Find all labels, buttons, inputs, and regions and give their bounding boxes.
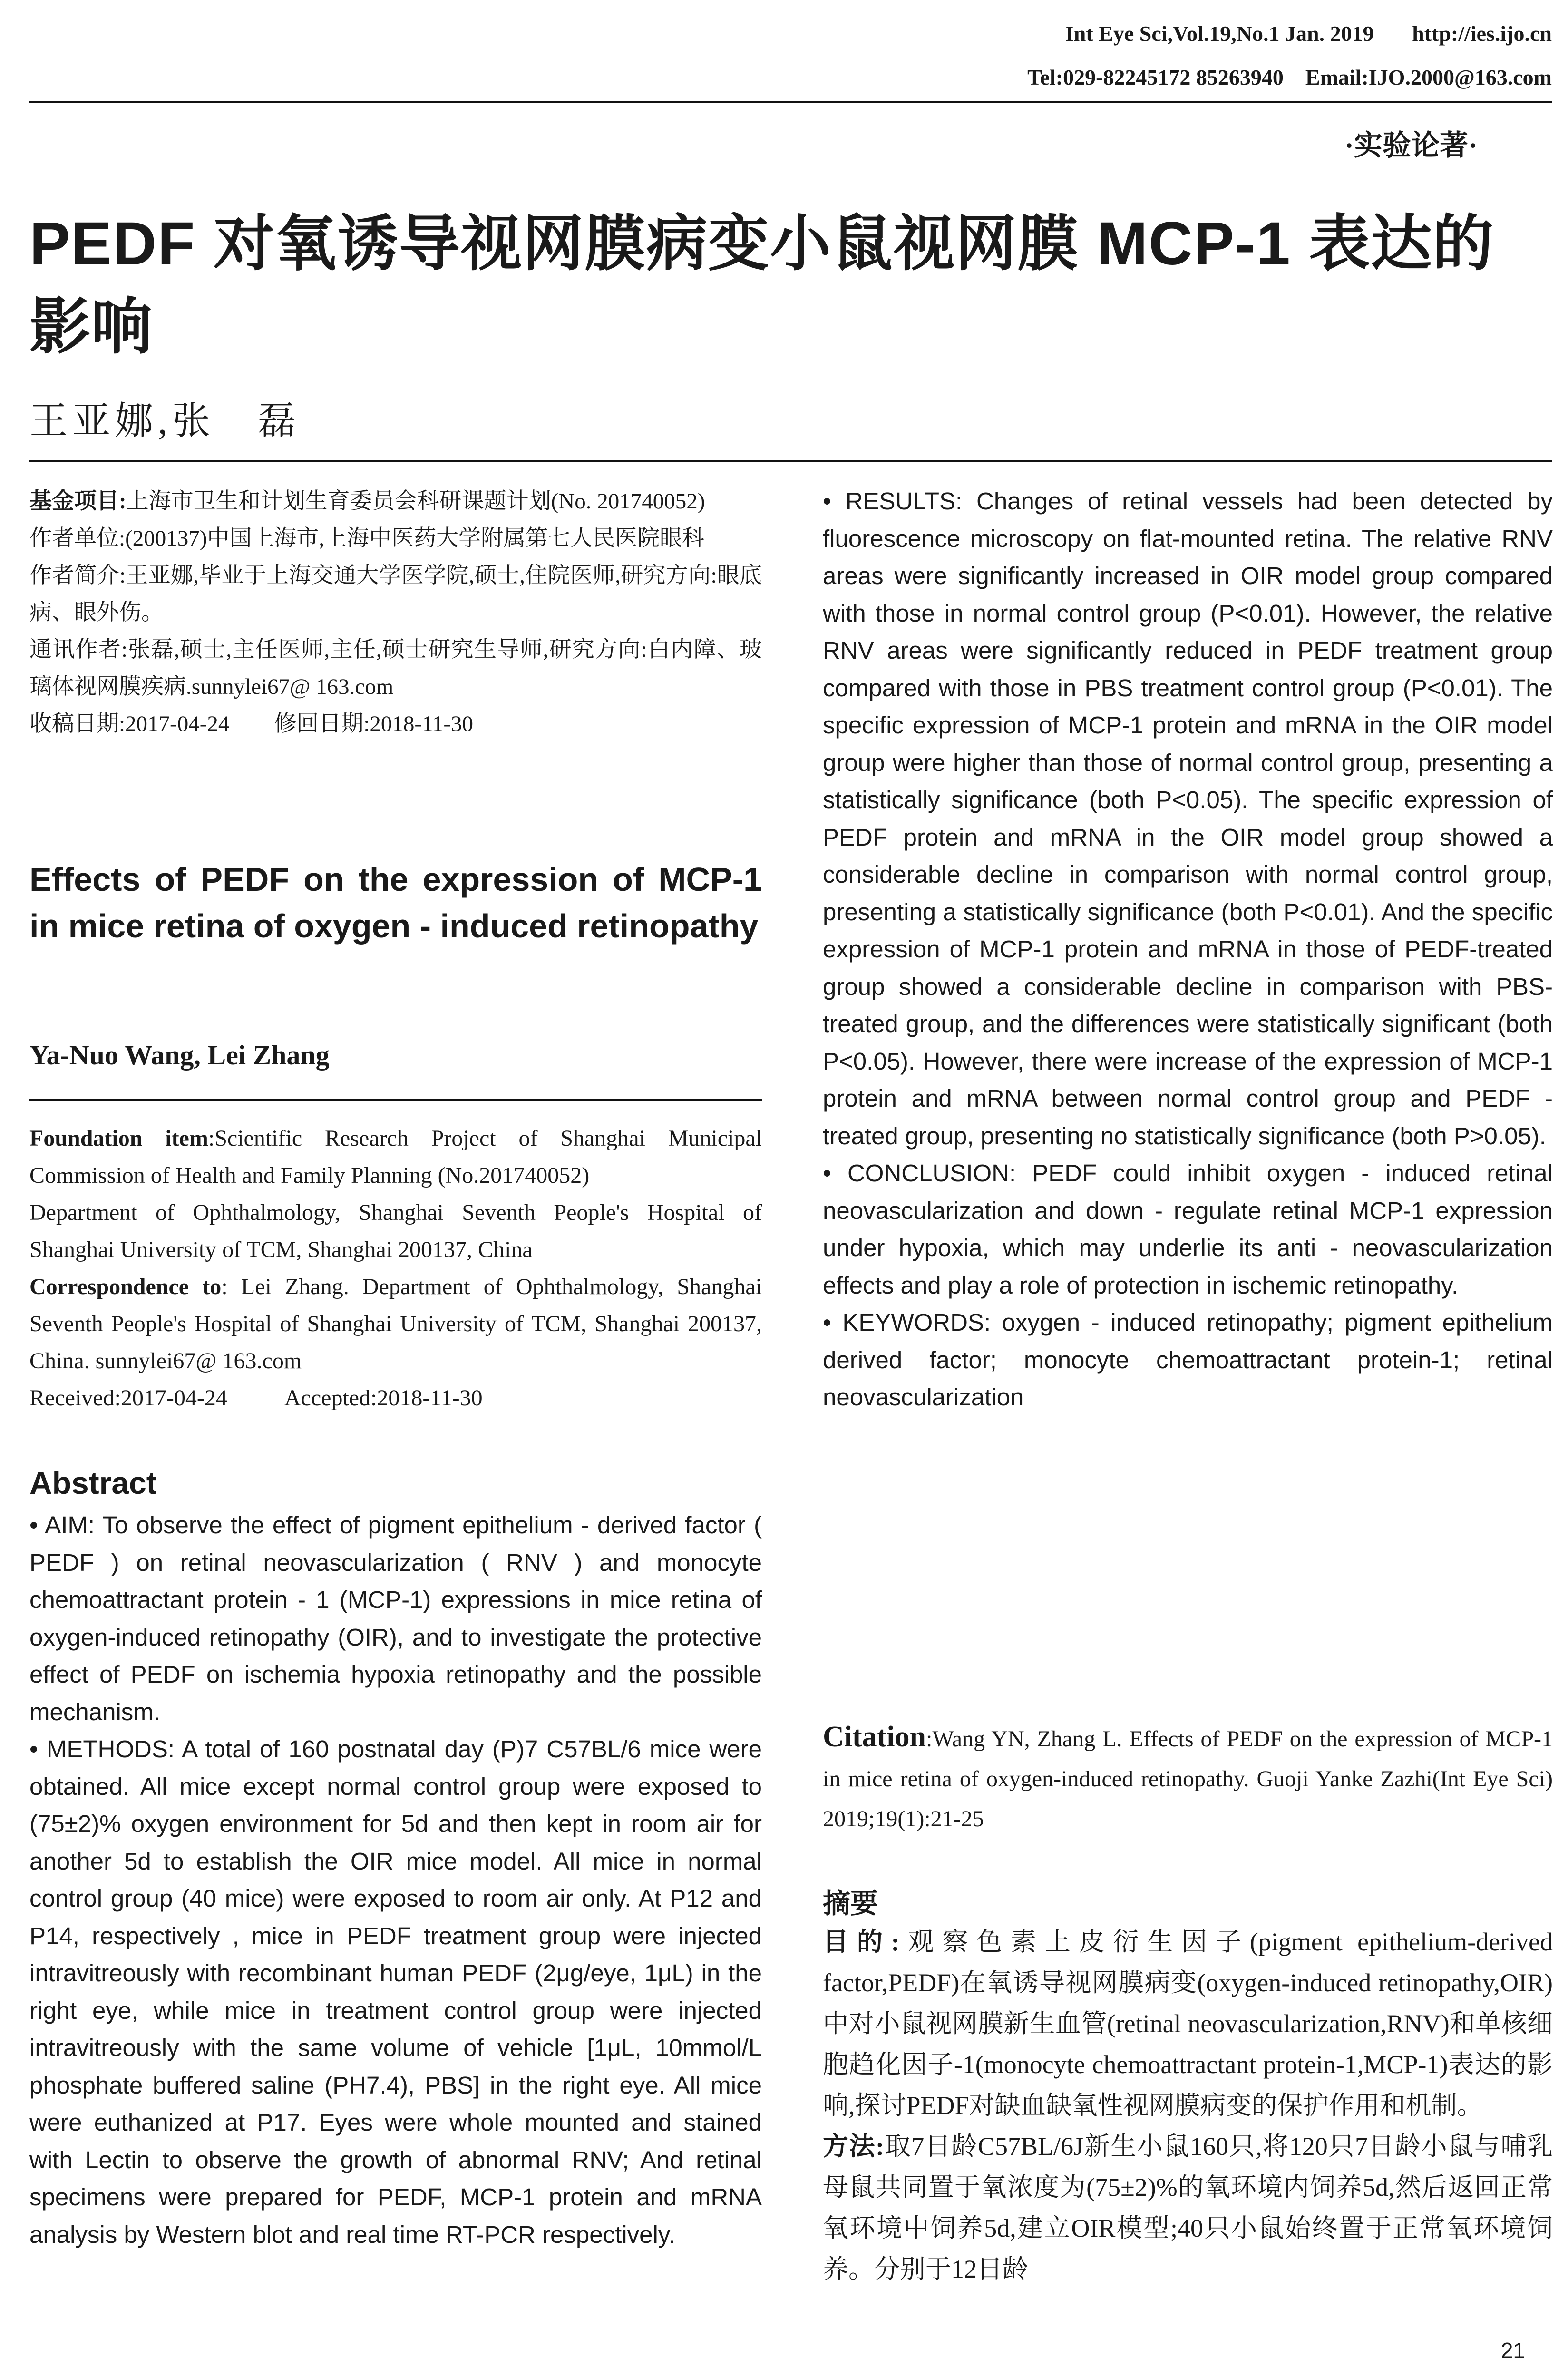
zhaiyao-methods: 方法:取7日龄C57BL/6J新生小鼠160只,将120只7日龄小鼠与哺乳母鼠共同置于氧浓度为(75±2)%的氧环境内饲养5d,然后返回正常氧环境中饲养5d,建立OIR模型;40只小鼠始终置于正常氧环境饲养。分别于12日龄: [823, 2132, 1553, 2283]
cn-corr: 通讯作者:张磊,硕士,主任医师,主任,硕士研究生导师,研究方向:白内障、玻璃体视网膜疾病.sunnylei67@ 163.com: [29, 637, 762, 699]
title-en: Effects of PEDF on the expression of MCP-1 in mice retina of oxygen - induced retinopathy: [29, 861, 762, 945]
abstract-aim: • AIM: To observe the effect of pigment epithelium - derived factor ( PEDF ) on retinal neovascularization ( RNV ) and monocyte chemoattractant protein - 1 (MCP-1) expressions in mice retina of oxygen-induced retinopathy (OIR), and to investigate the protective effect of PEDF on ischemia hypoxia retinopathy and the possible mechanism.: [29, 1511, 762, 1725]
en-dept: Department of Ophthalmology, Shanghai Seventh People's Hospital of Shanghai University of TCM, Shanghai 200137, China: [29, 1200, 762, 1262]
conclusion-label: • CONCLUSION:: [823, 1159, 1016, 1187]
authors-en: Ya-Nuo Wang, Lei Zhang: [29, 1040, 330, 1071]
journal-url: http://ies.ijo.cn: [1412, 21, 1552, 46]
abstract-left: [29, 1507, 762, 2253]
cn-received: 收稿日期:2017-04-24: [29, 711, 230, 736]
abstract-heading: Abstract: [29, 1465, 157, 1500]
methods-label: • METHODS:: [29, 1735, 175, 1763]
zhaiyao-methods-label: 方法:: [823, 2132, 885, 2161]
zhaiyao-aim-label: 目的:: [823, 1928, 900, 1956]
cn-fund-label: 基金项目:: [29, 489, 127, 514]
cn-dates: [29, 705, 762, 742]
header-rule: [29, 101, 1552, 103]
en-rule: [29, 1099, 762, 1101]
journal-tel: Tel:029-82245172 85263940: [1027, 65, 1284, 89]
en-received: Received:2017-04-24: [29, 1385, 227, 1411]
citation-label: Citation: [823, 1721, 926, 1753]
journal-header: [1065, 21, 1552, 46]
abstract-results: • RESULTS: Changes of retinal vessels had been detected by fluorescence microscopy on flat-mounted retina. The relative RNV areas were significantly increased in OIR model group compared with those in normal control group (P<0.01). However, the relative RNV areas were significantly reduced in PEDF treatment group compared with those in PBS treatment control group (P<0.01). The specific expression of MCP-1 protein and mRNA in the OIR model group were higher than those of normal control group, presenting a statistically significance (both P<0.05). The specific expression of PEDF protein and mRNA in the OIR model group showed a considerable decline in comparison with normal control group, presenting a statistically significance (both P<0.01). And the specific expression of MCP-1 protein and mRNA in those of PEDF-treated group showed a considerable decline in comparison with PBS-treated group, and the differences were statistically significant (both P<0.05). However, there were increase of the expression of MCP-1 protein and mRNA between normal control group and PEDF - treated group, presenting no statistically significance (both P>0.05).: [823, 487, 1553, 1150]
cn-revised: 修回日期:2018-11-30: [274, 711, 473, 736]
journal-email: Email:IJO.2000@163.com: [1305, 65, 1552, 89]
abstract-right: [823, 483, 1553, 1416]
title-rule: [29, 460, 1552, 462]
en-corr: Correspondence to: Lei Zhang. Department of Ophthalmology, Shanghai Seventh People's Hospital of Shanghai University of TCM, Shanghai 200137, China. sunnylei67@ 163.com: [29, 1274, 762, 1374]
section-tag: ·实验论著·: [1344, 130, 1478, 161]
en-fund-label: Foundation item: [29, 1126, 208, 1151]
abstract-methods: • METHODS: A total of 160 postnatal day (P)7 C57BL/6 mice were obtained. All mice except normal control group were exposed to (75±2)% oxygen environment for 5d and then kept in room air for another 5d to establish the OIR mice model. All mice in normal control group (40 mice) were exposed to room air only. At P12 and P14, respectively , mice in PEDF treatment group were injected intravitreously with recombinant human PEDF (2μg/eye, 1μL) in the right eye, while mice in treatment control group were injected intravitreously with the same volume of vehicle [1μL, 10mmol/L phosphate buffered saline (PH7.4), PBS] in the right eye. All mice were euthanized at P17. Eyes were whole mounted and stained with Lectin to observe the growth of abnormal RNV; And retinal specimens were prepared for PEDF, MCP-1 protein and mRNA analysis by Western blot and real time RT-PCR respectively.: [29, 1735, 762, 2248]
journal-info: Int Eye Sci,Vol.19,No.1 Jan. 2019: [1065, 21, 1374, 46]
abstract-conclusion: • CONCLUSION: PEDF could inhibit oxygen - induced retinal neovascularization and down - regulate retinal MCP-1 expression under hypoxia, which may underlie its anti - neovascularization effects and play a role of protection in ischemic retinopathy.: [823, 1159, 1553, 1299]
cn-bio: 作者简介:王亚娜,毕业于上海交通大学医学院,硕士,住院医师,研究方向:眼底病、眼外伤。: [29, 563, 762, 625]
journal-contact: [1027, 65, 1552, 90]
cn-fund: 基金项目:上海市卫生和计划生育委员会科研课题计划(No. 201740052): [29, 489, 705, 514]
cn-bio-label: 作者简介:: [29, 563, 126, 588]
en-accepted: Accepted:2018-11-30: [284, 1385, 483, 1411]
citation: Citation:Wang YN, Zhang L. Effects of PEDF on the expression of MCP-1 in mice retina of oxygen-induced retinopathy. Guoji Yanke Zazhi(Int Eye Sci) 2019;19(1):21-25: [823, 1721, 1553, 1831]
keywords-label: • KEYWORDS:: [823, 1309, 991, 1336]
cn-unit: 作者单位:(200137)中国上海市,上海中医药大学附属第七人民医院眼科: [29, 526, 705, 551]
en-dates: [29, 1380, 762, 1417]
title-cn: PEDF 对氧诱导视网膜病变小鼠视网膜 MCP-1 表达的影响: [29, 210, 1495, 361]
cn-unit-label: 作者单位:: [29, 526, 126, 551]
en-fund: Foundation item:Scientific Research Project of Shanghai Municipal Commission of Health and Family Planning (No.201740052): [29, 1126, 762, 1188]
zhaiyao-aim: 目的:观察色素上皮衍生因子(pigment epithelium-derived factor,PEDF)在氧诱导视网膜病变(oxygen-induced retinopathy,OIR)中对小鼠视网膜新生血管(retinal neovascularization,RNV)和单核细胞趋化因子-1(monocyte chemoattractant protein-1,MCP-1)表达的影响,探讨PEDF对缺血缺氧性视网膜病变的保护作用和机制。: [823, 1928, 1553, 2120]
cn-corr-label: 通讯作者:: [29, 637, 128, 662]
zhaiyao-body: [823, 1921, 1553, 2289]
page-number: 21: [1500, 2338, 1525, 2363]
results-label: • RESULTS:: [823, 487, 963, 515]
zhaiyao-heading: 摘要: [823, 1888, 878, 1919]
abstract-keywords: • KEYWORDS: oxygen - induced retinopathy; pigment epithelium derived factor; monocyte chemoattractant protein-1; retinal neovascularization: [823, 1309, 1553, 1411]
en-meta: [29, 1120, 762, 1417]
en-corr-label: Correspondence to: [29, 1274, 222, 1299]
aim-label: • AIM:: [29, 1511, 95, 1539]
authors-cn: 王亚娜,张 磊: [29, 400, 301, 442]
cn-meta: [29, 483, 762, 742]
